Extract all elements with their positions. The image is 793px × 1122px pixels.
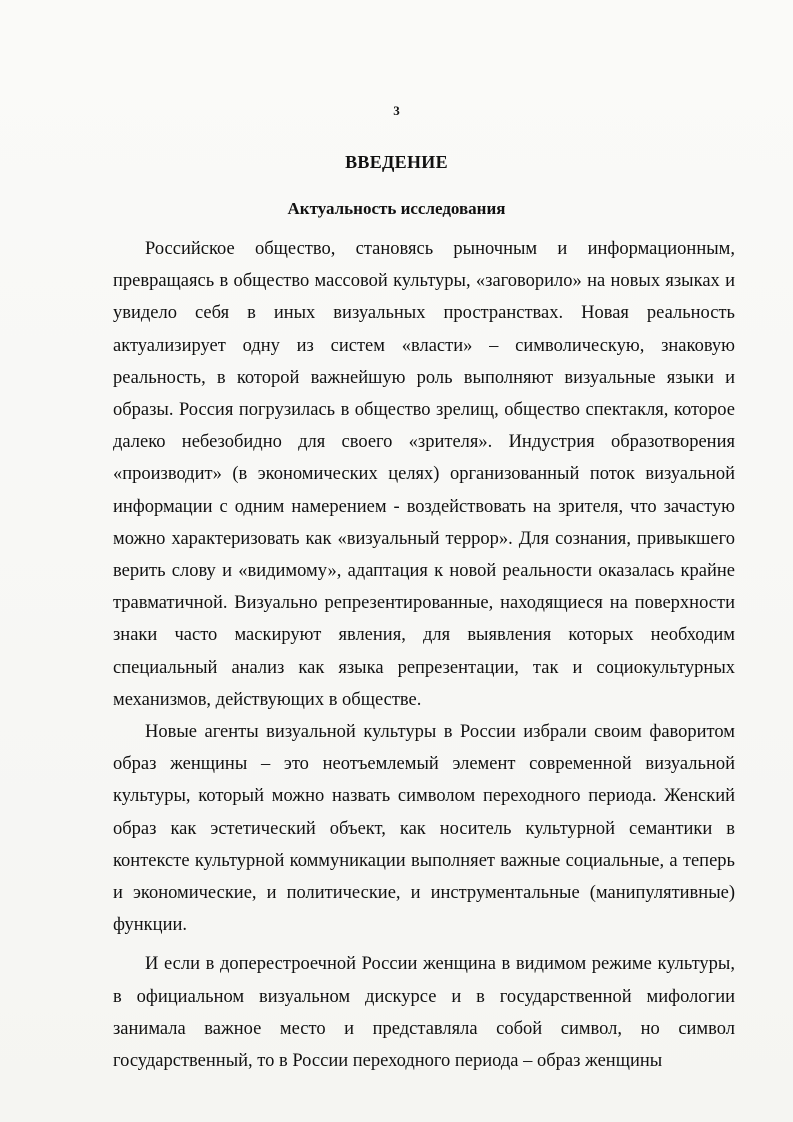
- paragraph: Новые агенты визуальной культуры в России избрали своим фаворитом образ женщины – это неотъемлемый элемент современной визуальной культуры, который можно назвать символом переходного периода. Женский образ как эстетический объект, как носитель культурной семантики в контексте культурной коммуникации выполняет важные социальные, а теперь и экономические, и политические, и инструментальные (манипулятивные) функции.: [113, 722, 735, 936]
- body-text: [113, 233, 735, 1077]
- page-number: 3: [393, 103, 400, 118]
- paragraph: И если в доперестроечной России женщина в видимом режиме культуры, в официальном визуальном дискурсе и в государственной мифологии занимала важное место и представляла собой символ, но символ государственный, то в России переходного периода – образ женщины: [113, 954, 735, 1072]
- paragraph: Российское общество, становясь рыночным и информационным, превращаясь в общество массовой культуры, «заговорило» на новых языках и увидело себя в иных визуальных пространствах. Новая реальность актуализирует одну из систем «власти» – символическую, знаковую реальность, в которой важнейшую роль выполняют визуальные языки и образы. Россия погрузилась в общество зрелищ, общество спектакля, которое далеко небезобидно для своего «зрителя». Индустрия образотворения «производит» (в экономических целях) организованный поток визуальной информации с одним намерением - воздействовать на зрителя, что зачастую можно характеризовать как «визуальный террор». Для сознания, привыкшего верить слову и «видимому», адаптация к новой реальности оказалась крайне травматичной. Визуально репрезентированные, находящиеся на поверхности знаки часто маскируют явления, для выявления которых необходим специальный анализ как языка репрезентации, так и социокультурных механизмов, действующих в обществе.: [113, 239, 735, 710]
- section-heading: Актуальность исследования: [287, 199, 506, 218]
- page-title: ВВЕДЕНИЕ: [345, 152, 448, 172]
